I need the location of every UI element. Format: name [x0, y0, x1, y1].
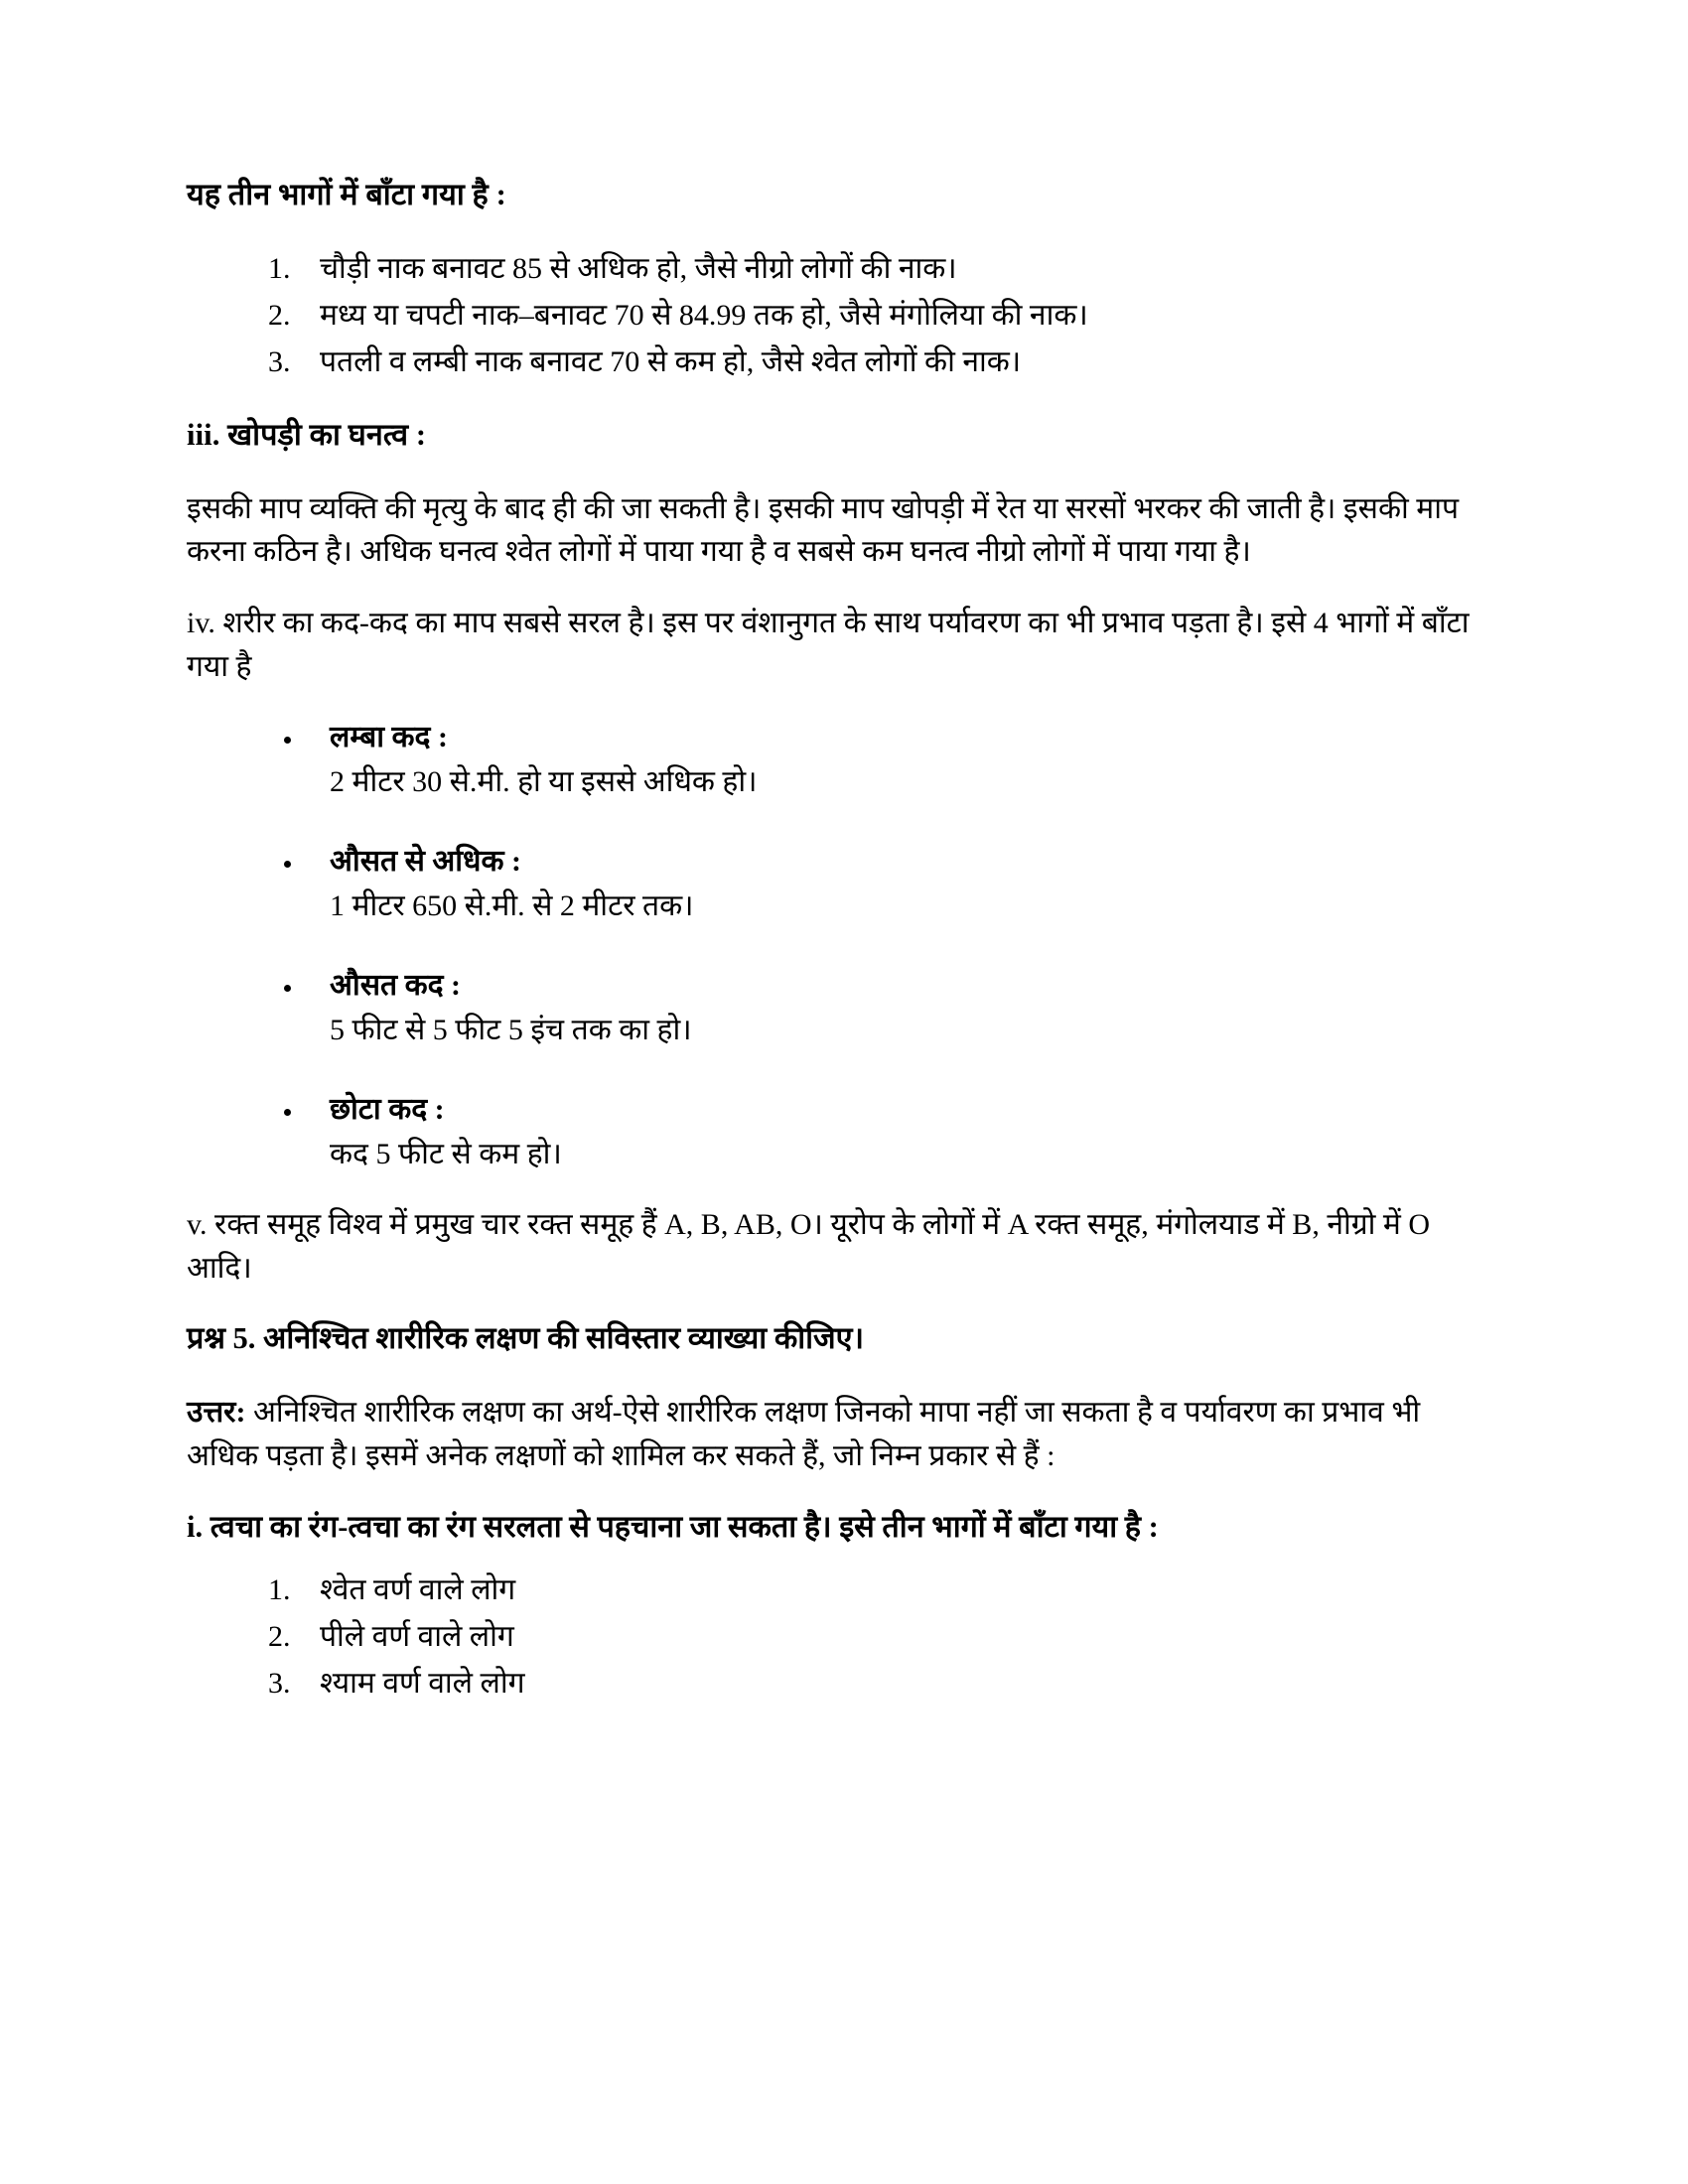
list-item: [304, 1089, 1482, 1175]
list-item: 3. पतली व लम्बी नाक बनावट 70 से कम हो, जैसे श्वेत लोगों की नाक।: [298, 340, 1482, 384]
list-item: 1. चौड़ी नाक बनावट 85 से अधिक हो, जैसे नीग्रो लोगों की नाक।: [298, 246, 1482, 291]
bullet-title: • औसत से अधिक :: [330, 844, 522, 878]
list-item: 2. मध्य या चपटी नाक–बनावट 70 से 84.99 तक हो, जैसे मंगोलिया की नाक।: [298, 293, 1482, 338]
question-heading-5: प्रश्न 5. अनिश्चित शारीरिक लक्षण की सविस्तार व्याख्या कीजिए।: [187, 1321, 865, 1356]
answer-text: अनिश्चित शारीरिक लक्षण का अर्थ-ऐसे शारीरिक लक्षण जिनको मापा नहीं जा सकता है व पर्यावरण का प्रभाव भी अधिक पड़ता है। इसमें अनेक लक्षणों को शामिल कर सकते हैं, जो निम्न प्रकार से हैं :: [187, 1396, 1421, 1473]
bullet-title: • औसत कद :: [330, 968, 462, 1002]
paragraph-skull-density: इसकी माप व्यक्ति की मृत्यु के बाद ही की जा सकती है। इसकी माप खोपड़ी में रेत या सरसों भरकर की जाती है। इसकी माप करना कठिन है। अधिक घनत्व श्वेत लोगों में पाया गया है व सबसे कम घनत्व नीग्रो लोगों में पाया गया है।: [187, 491, 1459, 569]
subsection-heading-skin-colour: i. त्वचा का रंग-त्वचा का रंग सरलता से पहचाना जा सकता है। इसे तीन भागों में बाँटा गया है :: [187, 1509, 1159, 1544]
skin-colour-ordered-list: [187, 1568, 1482, 1706]
bullet-title: • लम्बा कद :: [330, 720, 448, 753]
answer-paragraph: [187, 1391, 1482, 1478]
paragraph-body-height-intro: iv. शरीर का कद-कद का माप सबसे सरल है। इस पर वंशानुगत के साथ पर्यावरण का भी प्रभाव पड़ता है। इसे 4 भागों में बाँटा गया है: [187, 607, 1470, 683]
answer-label: उत्तर:: [187, 1396, 246, 1430]
list-item: [304, 965, 1482, 1051]
bullet-description: कद 5 फीट से कम हो।: [330, 1137, 562, 1170]
nose-types-ordered-list: [187, 246, 1482, 384]
list-item: 1. श्वेत वर्ण वाले लोग: [298, 1568, 1482, 1612]
bullet-description: 5 फीट से 5 फीट 5 इंच तक का हो।: [330, 1013, 692, 1046]
section-heading-divided-three-parts: यह तीन भागों में बाँटा गया है :: [187, 178, 506, 211]
paragraph-blood-groups: v. रक्त समूह विश्व में प्रमुख चार रक्त समूह हैं A, B, AB, O। यूरोप के लोगों में A रक्त समूह, मंगोलयाड में B, नीग्रो में O आदि।: [187, 1207, 1431, 1285]
list-item: [304, 841, 1482, 927]
list-item: 3. श्याम वर्ण वाले लोग: [298, 1661, 1482, 1706]
list-item: 2. पीले वर्ण वाले लोग: [298, 1614, 1482, 1659]
list-item: [304, 717, 1482, 803]
bullet-description: 1 मीटर 650 से.मी. से 2 मीटर तक।: [330, 888, 694, 922]
height-categories-bullet-list: [187, 717, 1482, 1175]
subsection-heading-skull-density: iii. खोपड़ी का घनत्व :: [187, 418, 427, 453]
bullet-title: • छोटा कद :: [330, 1092, 445, 1126]
document-body: [187, 174, 1482, 1706]
bullet-description: 2 मीटर 30 से.मी. हो या इससे अधिक हो।: [330, 764, 758, 798]
